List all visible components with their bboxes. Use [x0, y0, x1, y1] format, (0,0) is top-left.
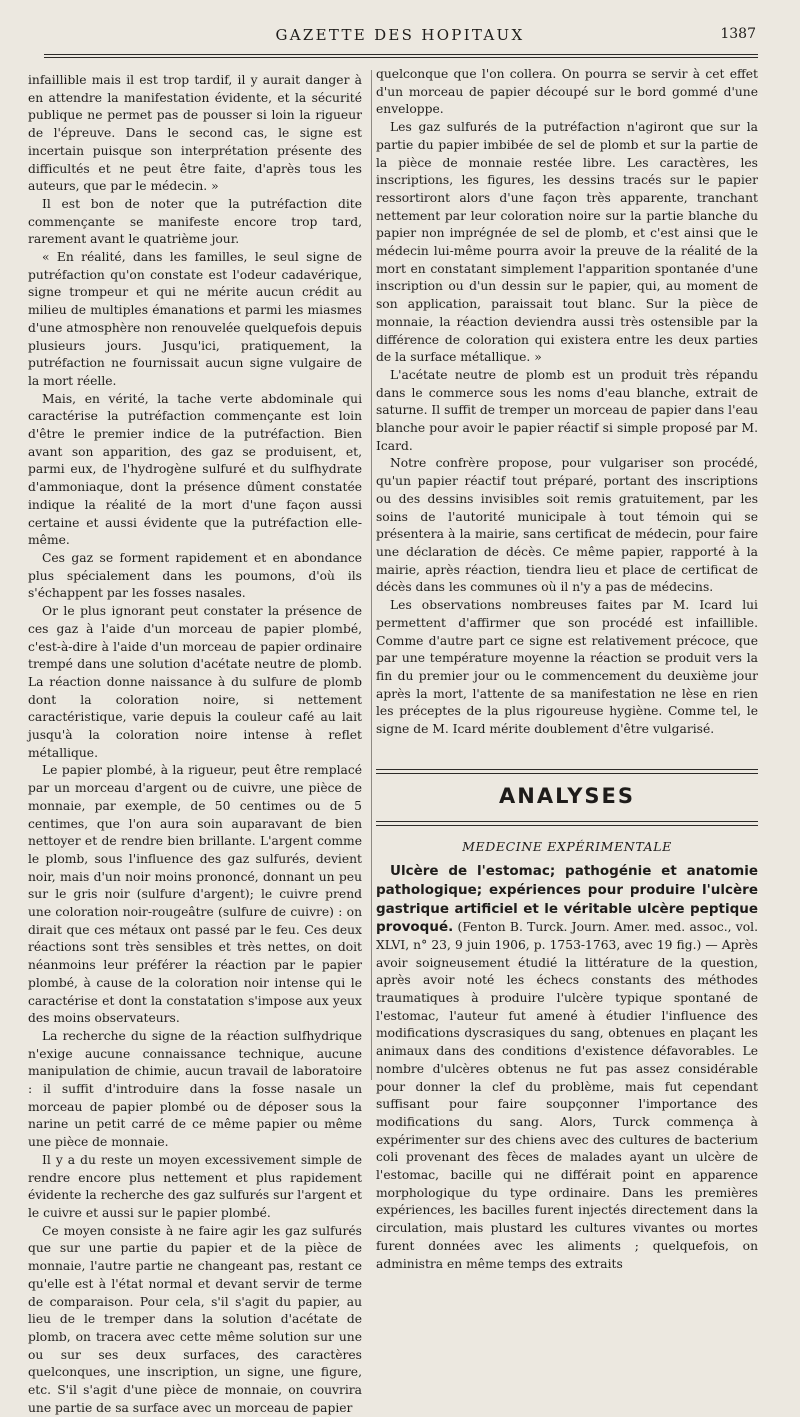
article-paragraph: [376, 862, 758, 1273]
paragraph: Les gaz sulfurés de la putréfaction n'agiront que sur la partie du papier imbibée de sel de plomb et sur la partie de la pièce de monnaie restée libre. Les caractères, les inscriptions, les figures, les dessins tracés sur le papier ressortiront alors d'une façon très apparente, tranchant nettement par leur coloration noire sur la partie blanche du papier non imprégnée de sel de plomb, et c'est ainsi que le médecin lui-même pourra avoir la preuve de la réalité de la mort en constatant simplement l'apparition spontanée d'une inscription ou d'un dessin sur le papier, qui, au moment de son application, paraissait tout blanc. Sur la pièce de monnaie, la réaction deviendra aussi très ostensible par la différence de coloration qui existera entre les deux parties de la surface métallique. »: [376, 120, 758, 365]
article-body: (Fenton B. Turck. Journ. Amer. med. assoc., vol. XLVI, n° 23, 9 juin 1906, p. 1753-1763, avec 19 fig.) — Après avoir soigneusement étudié la littérature de la question, après avoir noté les échecs constants des méthodes traumatiques à produire l'ulcère typique spontané de l'estomac, l'auteur fut amené à étudier l'influence des modifications dyscrasiques du sang, obtenues en plaçant les animaux dans des conditions d'existence défavorables. Le nombre d'ulcères obtenus ne fut pas assez considérable pour donner la clef du problème, mais fut cependant suffisant pour faire soupçonner l'importance des modifications du sang. Alors, Turck commença à expérimenter sur des chiens avec des cultures de bacterium coli provenant des fèces de malades ayant un ulcère de l'estomac, bacille qui ne différait point en apparence morphologique du type ordinaire. Dans les premières expériences, les bacilles furent injectés directement dans la circulation, mais plustard les cultures vivantes ou mortes furent données avec les aliments ; quelquefois, on administra en même temps des extraits: [376, 920, 758, 1271]
paragraph: Notre confrère propose, pour vulgariser son procédé, qu'un papier réactif tout préparé, portant des inscriptions ou des dessins invisibles soit remis gratuitement, par les soins de l'autorité municipale à tout témoin qui se présentera à la mairie, sans certificat de médecin, pour faire une déclaration de décès. Ce même papier, rapporté à la mairie, après réaction, tiendra lieu et place de certificat de décès dans les communes où il n'y a pas de médecins.: [376, 456, 758, 595]
paragraph: Or le plus ignorant peut constater la présence de ces gaz à l'aide d'un morceau de papier plombé, c'est-à-dire à l'aide d'un morceau de papier ordinaire trempé dans une solution d'acétate neutre de plomb. La réaction donne naissance à du sulfure de plomb dont la coloration noire, si nettement caractéristique, varie depuis la couleur café au lait jusqu'à la coloration noire intense à reflet métallique.: [28, 604, 362, 760]
paragraph: Ce moyen consiste à ne faire agir les gaz sulfurés que sur une partie du papier et de la pièce de monnaie, l'autre partie ne changeant pas, restant ce qu'elle est à l'état normal et devant servir de terme de comparaison. Pour cela, s'il s'agit du papier, au lieu de le tremper dans la solution d'acétate de plomb, on tracera avec cette même solution sur une ou sur ses deux surfaces, des caractères quelconques, une inscription, un signe, une figure, etc. S'il s'agit d'une pièce de monnaie, on couvrira une partie de sa surface avec un morceau de papier: [28, 1223, 362, 1415]
paragraph: Il est bon de noter que la putréfaction dite commençante se manifeste encore trop tard, rarement avant le quatrième jour.: [28, 196, 362, 247]
paragraph: Il y a du reste un moyen excessivement simple de rendre encore plus nettement et plus rapidement évidente la recherche des gaz sulfurés sur l'argent et le cuivre et aussi sur le papier plombé.: [28, 1152, 362, 1220]
paragraph: Le papier plombé, à la rigueur, peut être remplacé par un morceau d'argent ou de cuivre, une pièce de monnaie, par exemple, de 50 centimes ou de 5 centimes, que l'on aura soin auparavant de bien nettoyer et de rendre bien brillante. L'argent comme le plomb, sous l'influence des gaz sulfurés, devient noir, mais d'un noir moins prononcé, donnant un peu sur le gris noir (sulfure d'argent); le cuivre prend une coloration noir-rougeâtre (sulfure de cuivre) : on dirait que ces métaux ont passé par le feu. Ces deux réactions sont très sensibles et très nettes, on doit néanmoins leur préférer la réaction par le papier plombé, à cause de la coloration noir intense qui le caractérise et dont la constatation s'impose aux yeux des moins observateurs.: [28, 763, 362, 1026]
article-title: Ulcère de l'estomac; pathogénie et anatomie pathologique; expériences pour produire l'ulcère gastrique artificiel et le véritable ulcère peptique provoqué.: [376, 863, 758, 936]
page-header: [0, 22, 800, 48]
paragraph: Ces gaz se forment rapidement et en abondance plus spécialement dans les poumons, d'où ils s'échappent par les fosses nasales.: [28, 550, 362, 601]
section-rule-bottom: [376, 821, 758, 826]
column-divider: [371, 70, 372, 1080]
paragraph: « En réalité, dans les familles, le seul signe de putréfaction qu'on constate est l'odeur cadavérique, signe trompeur et qui ne mérite aucun crédit au milieu de multiples émanations et parmi les miasmes d'une atmosphère non renouvelée quelquefois depuis plusieurs jours. Jusqu'ici, pratiquement, la putréfaction ne fournissait aucun signe vulgaire de la mort réelle.: [28, 250, 362, 388]
header-rule: [44, 54, 758, 58]
rubric-heading: MEDECINE EXPÉRIMENTALE: [462, 839, 672, 855]
paragraph: Les observations nombreuses faites par M. Icard lui permettent d'affirmer que son procédé est infaillible. Comme d'autre part ce signe est relativement précoce, que par une température moyenne la réaction se produit vers la fin du premier jour ou le commencement du deuxième jour après la mort, l'attente de sa manifestation ne lèse en rien les préceptes de la plus rigoureuse hygiène. Comme tel, le signe de M. Icard mérite doublement d'être vulgarisé.: [376, 598, 758, 737]
paragraph: La recherche du signe de la réaction sulfhydrique n'exige aucune connaissance technique, aucune manipulation de chimie, aucun travail de laboratoire : il suffit d'introduire dans la fosse nasale un morceau de papier plombé ou de déposer sous la narine un petit carré de ce même papier ou même une pièce de monnaie.: [28, 1028, 362, 1150]
analyses-section: [376, 769, 758, 1274]
page-number: 1387: [720, 26, 756, 42]
left-column: [28, 72, 362, 1417]
running-title: GAZETTE DES HOPITAUX: [275, 26, 525, 44]
paragraph: L'acétate neutre de plomb est un produit très répandu dans le commerce sous les noms d'eau blanche, extrait de saturne. Il suffit de tremper un morceau de papier dans l'eau blanche pour avoir le papier réactif si simple proposé par M. Icard.: [376, 367, 758, 453]
section-title: ANALYSES: [499, 783, 635, 808]
section-rule-top: [376, 769, 758, 774]
right-column: [376, 66, 758, 1273]
paragraph: quelconque que l'on collera. On pourra se servir à cet effet d'un morceau de papier découpé sur le bord gommé d'une enveloppe.: [376, 67, 758, 117]
paragraph: Mais, en vérité, la tache verte abdominale qui caractérise la putréfaction commençante est loin d'être le premier indice de la putréfaction. Bien avant son apparition, des gaz se produisent, et, parmi eux, de l'hydrogène sulfuré et du sulfhydrate d'ammoniaque, dont la présence dûment constatée indique la réalité de la mort d'une façon aussi certaine et aussi évidente que la putréfaction elle-même.: [28, 391, 362, 548]
paragraph: infaillible mais il est trop tardif, il y aurait danger à en attendre la manifestation évidente, et la sécurité publique ne permet pas de pousser si loin la rigueur de l'épreuve. Dans le second cas, le signe est incertain puisque son interprétation présente des difficultés et ne peut être faite, d'après tous les auteurs, que par le médecin. »: [28, 73, 362, 194]
